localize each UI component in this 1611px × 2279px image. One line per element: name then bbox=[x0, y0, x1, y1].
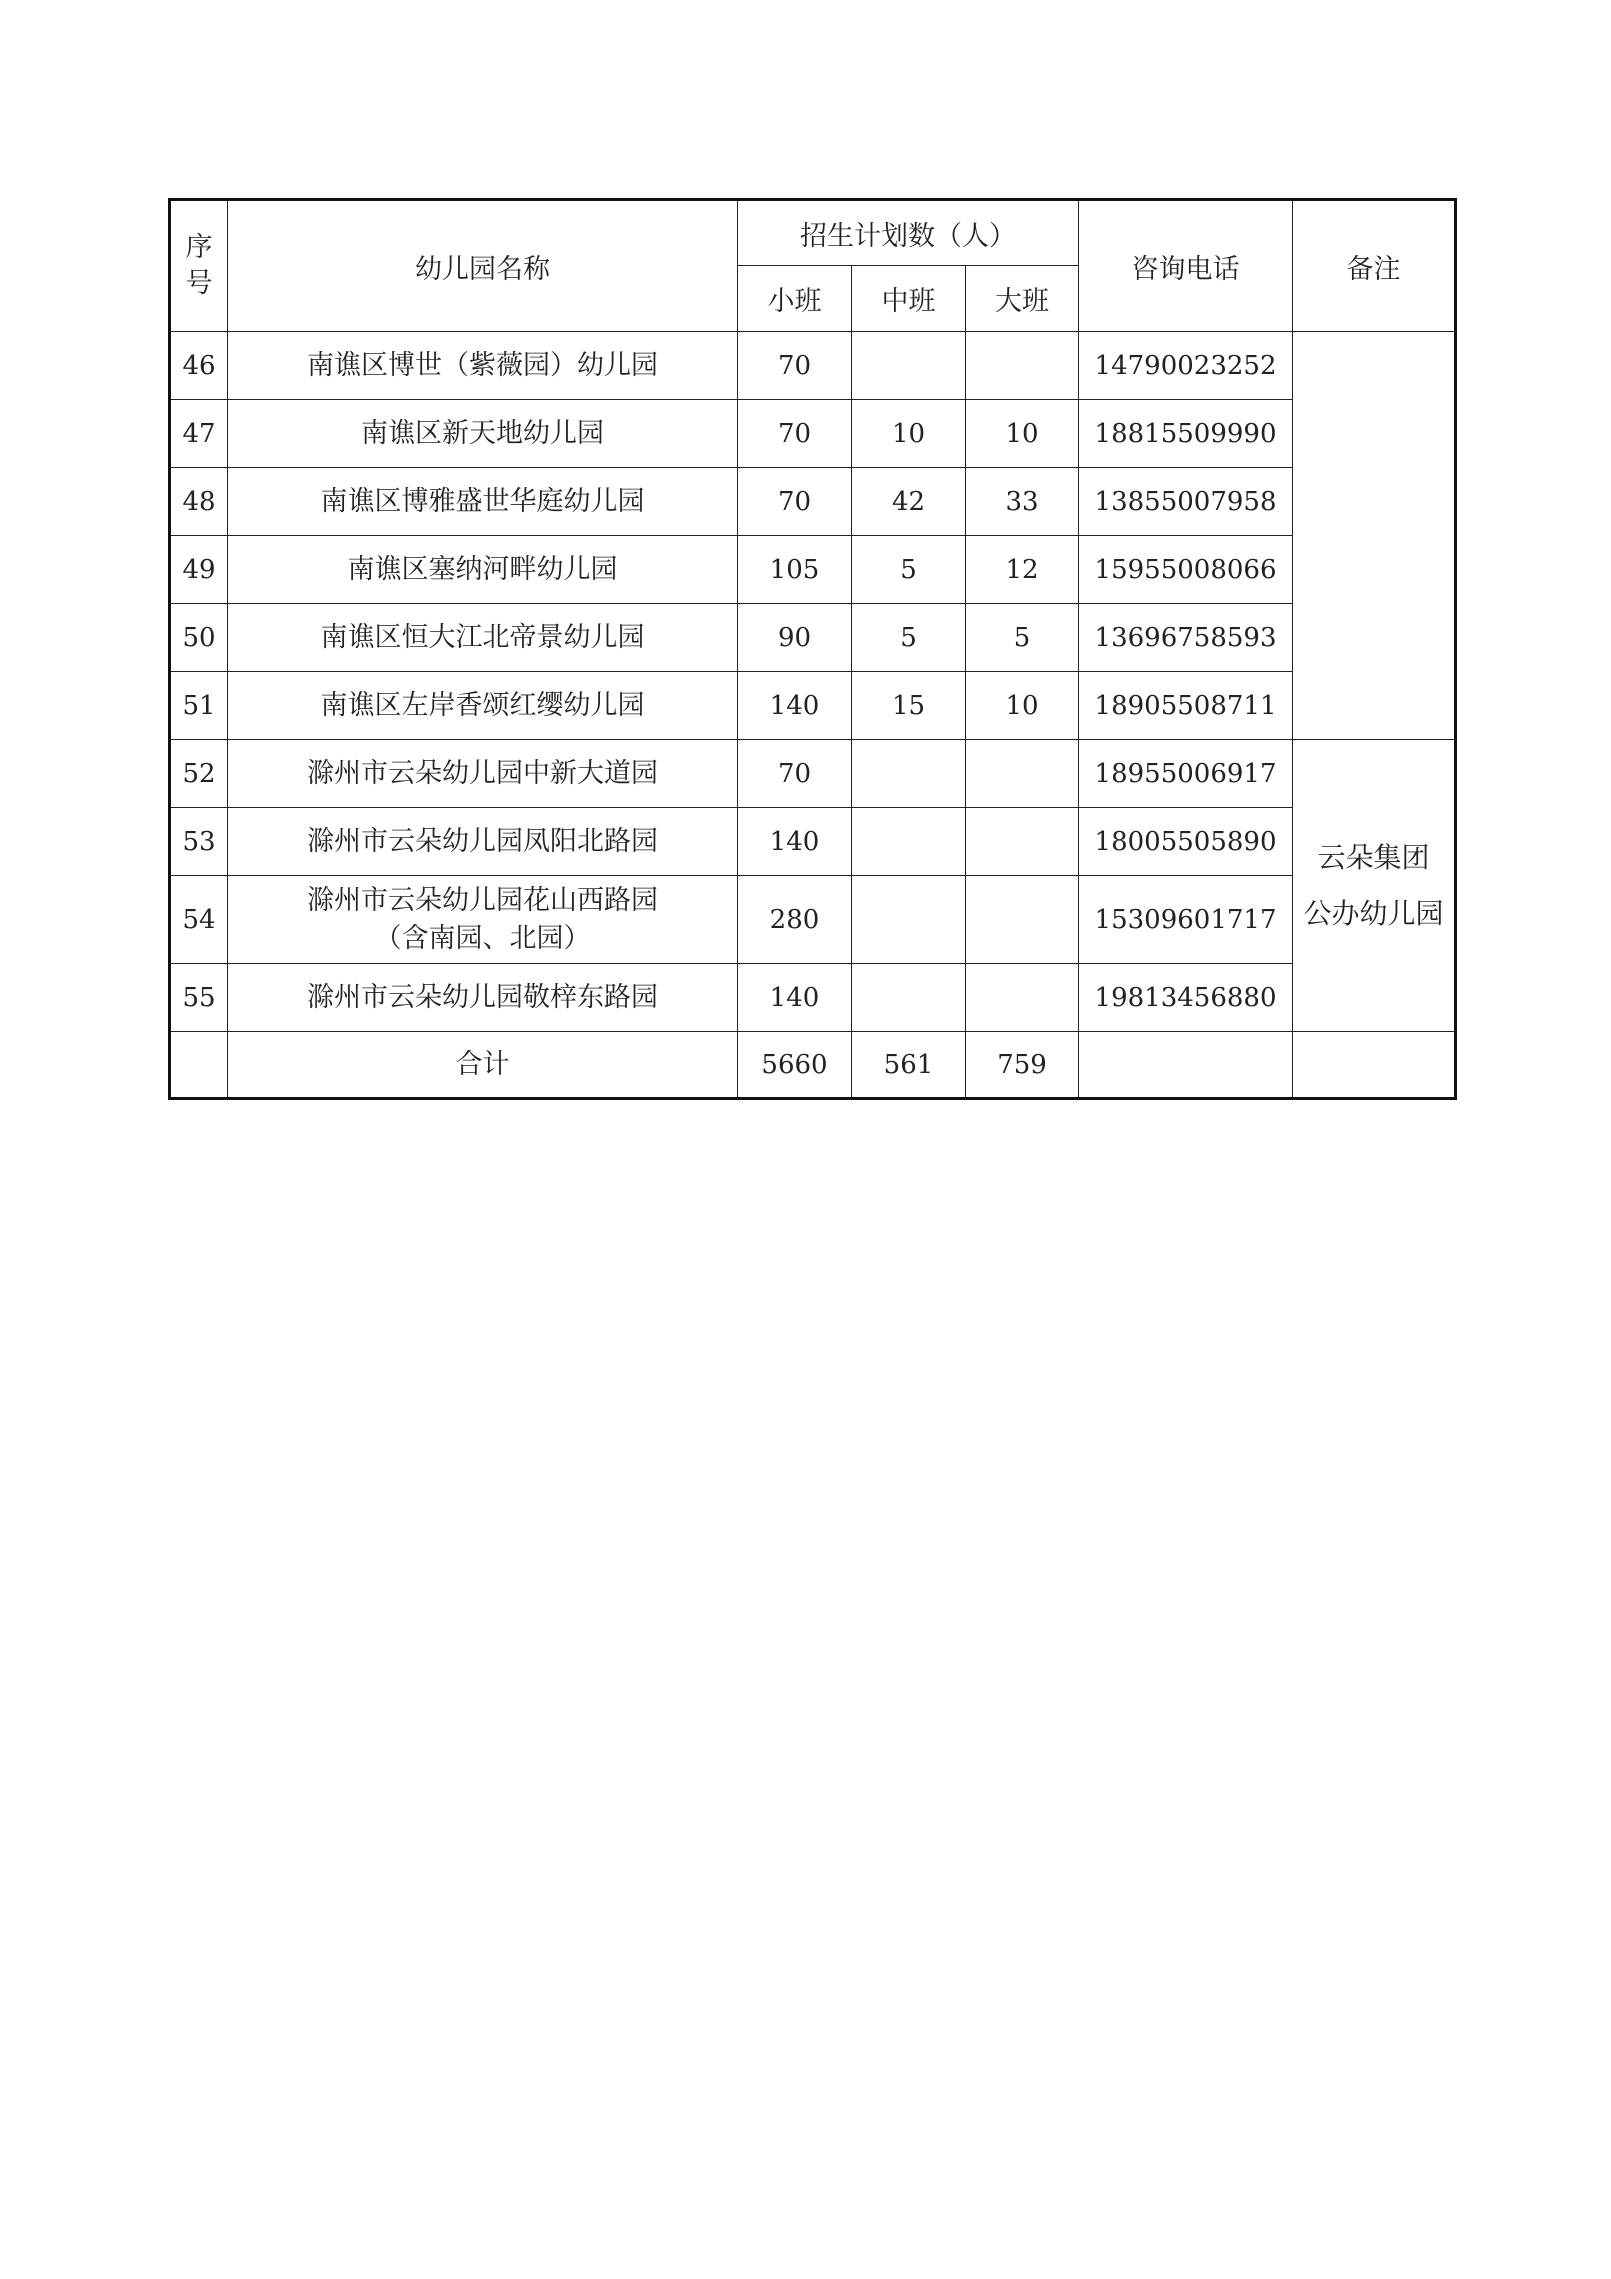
phone-cell: 18005505890 bbox=[1079, 808, 1293, 876]
enrollment-plan-table bbox=[168, 198, 1457, 1100]
table-row bbox=[170, 876, 1456, 964]
small-cell: 70 bbox=[738, 400, 852, 468]
large-cell: 12 bbox=[966, 536, 1079, 604]
middle-cell: 42 bbox=[852, 468, 966, 536]
header-row bbox=[170, 200, 1456, 266]
enrollment-plan-sheet bbox=[168, 198, 1454, 1100]
total-seq-empty bbox=[170, 1032, 228, 1099]
name-cell: 滁州市云朵幼儿园中新大道园 bbox=[228, 740, 738, 808]
large-cell bbox=[966, 332, 1079, 400]
total-small: 5660 bbox=[738, 1032, 852, 1099]
large-cell bbox=[966, 808, 1079, 876]
total-large: 759 bbox=[966, 1032, 1079, 1099]
phone-cell: 13696758593 bbox=[1079, 604, 1293, 672]
total-label: 合计 bbox=[228, 1032, 738, 1099]
small-cell: 140 bbox=[738, 964, 852, 1032]
middle-cell: 5 bbox=[852, 536, 966, 604]
total-remark-empty bbox=[1293, 1032, 1456, 1099]
small-cell: 105 bbox=[738, 536, 852, 604]
name-cell: 南谯区博雅盛世华庭幼儿园 bbox=[228, 468, 738, 536]
seq-cell: 50 bbox=[170, 604, 228, 672]
total-row bbox=[170, 1032, 1456, 1099]
large-cell bbox=[966, 964, 1079, 1032]
phone-cell: 15309601717 bbox=[1079, 876, 1293, 964]
seq-cell: 49 bbox=[170, 536, 228, 604]
middle-cell bbox=[852, 964, 966, 1032]
small-cell: 70 bbox=[738, 332, 852, 400]
name-line1: 滁州市云朵幼儿园花山西路园 bbox=[307, 884, 658, 916]
seq-cell: 47 bbox=[170, 400, 228, 468]
header-seq-line1: 序 bbox=[185, 232, 213, 263]
header-seq-line2: 号 bbox=[185, 268, 213, 299]
table-row bbox=[170, 536, 1456, 604]
total-phone-empty bbox=[1079, 1032, 1293, 1099]
table-row bbox=[170, 332, 1456, 400]
header-remark: 备注 bbox=[1293, 200, 1456, 332]
seq-cell: 55 bbox=[170, 964, 228, 1032]
total-middle: 561 bbox=[852, 1032, 966, 1099]
table-row bbox=[170, 604, 1456, 672]
phone-cell: 14790023252 bbox=[1079, 332, 1293, 400]
large-cell: 10 bbox=[966, 672, 1079, 740]
phone-cell: 18955006917 bbox=[1079, 740, 1293, 808]
middle-cell bbox=[852, 332, 966, 400]
middle-cell: 5 bbox=[852, 604, 966, 672]
header-large-class: 大班 bbox=[966, 266, 1079, 332]
table-row bbox=[170, 400, 1456, 468]
small-cell: 140 bbox=[738, 672, 852, 740]
large-cell bbox=[966, 740, 1079, 808]
name-line2: （含南园、北园） bbox=[374, 922, 591, 954]
small-cell: 280 bbox=[738, 876, 852, 964]
middle-cell: 10 bbox=[852, 400, 966, 468]
table-row bbox=[170, 672, 1456, 740]
middle-cell: 15 bbox=[852, 672, 966, 740]
name-cell: 滁州市云朵幼儿园凤阳北路园 bbox=[228, 808, 738, 876]
table-row bbox=[170, 468, 1456, 536]
header-name: 幼儿园名称 bbox=[228, 200, 738, 332]
large-cell bbox=[966, 876, 1079, 964]
name-cell bbox=[228, 876, 738, 964]
table-row bbox=[170, 964, 1456, 1032]
small-cell: 70 bbox=[738, 468, 852, 536]
middle-cell bbox=[852, 808, 966, 876]
middle-cell bbox=[852, 740, 966, 808]
seq-cell: 46 bbox=[170, 332, 228, 400]
phone-cell: 19813456880 bbox=[1079, 964, 1293, 1032]
large-cell: 10 bbox=[966, 400, 1079, 468]
small-cell: 90 bbox=[738, 604, 852, 672]
middle-cell bbox=[852, 876, 966, 964]
name-cell: 南谯区左岸香颂红缨幼儿园 bbox=[228, 672, 738, 740]
phone-cell: 13855007958 bbox=[1079, 468, 1293, 536]
remark-cell-group bbox=[1293, 740, 1456, 1032]
seq-cell: 51 bbox=[170, 672, 228, 740]
remark-line1: 云朵集团 bbox=[1317, 840, 1430, 874]
header-small-class: 小班 bbox=[738, 266, 852, 332]
name-cell: 南谯区塞纳河畔幼儿园 bbox=[228, 536, 738, 604]
header-seq bbox=[170, 200, 228, 332]
large-cell: 33 bbox=[966, 468, 1079, 536]
seq-cell: 52 bbox=[170, 740, 228, 808]
table-row bbox=[170, 740, 1456, 808]
remark-cell-empty bbox=[1293, 332, 1456, 740]
phone-cell: 18905508711 bbox=[1079, 672, 1293, 740]
small-cell: 70 bbox=[738, 740, 852, 808]
header-plan-group: 招生计划数（人） bbox=[738, 200, 1079, 266]
small-cell: 140 bbox=[738, 808, 852, 876]
large-cell: 5 bbox=[966, 604, 1079, 672]
table-row bbox=[170, 808, 1456, 876]
phone-cell: 18815509990 bbox=[1079, 400, 1293, 468]
name-cell: 南谯区博世（紫薇园）幼儿园 bbox=[228, 332, 738, 400]
header-middle-class: 中班 bbox=[852, 266, 966, 332]
header-phone: 咨询电话 bbox=[1079, 200, 1293, 332]
phone-cell: 15955008066 bbox=[1079, 536, 1293, 604]
name-cell: 南谯区新天地幼儿园 bbox=[228, 400, 738, 468]
seq-cell: 53 bbox=[170, 808, 228, 876]
name-cell: 南谯区恒大江北帝景幼儿园 bbox=[228, 604, 738, 672]
seq-cell: 54 bbox=[170, 876, 228, 964]
name-cell: 滁州市云朵幼儿园敬梓东路园 bbox=[228, 964, 738, 1032]
seq-cell: 48 bbox=[170, 468, 228, 536]
remark-line2: 公办幼儿园 bbox=[1303, 896, 1444, 930]
